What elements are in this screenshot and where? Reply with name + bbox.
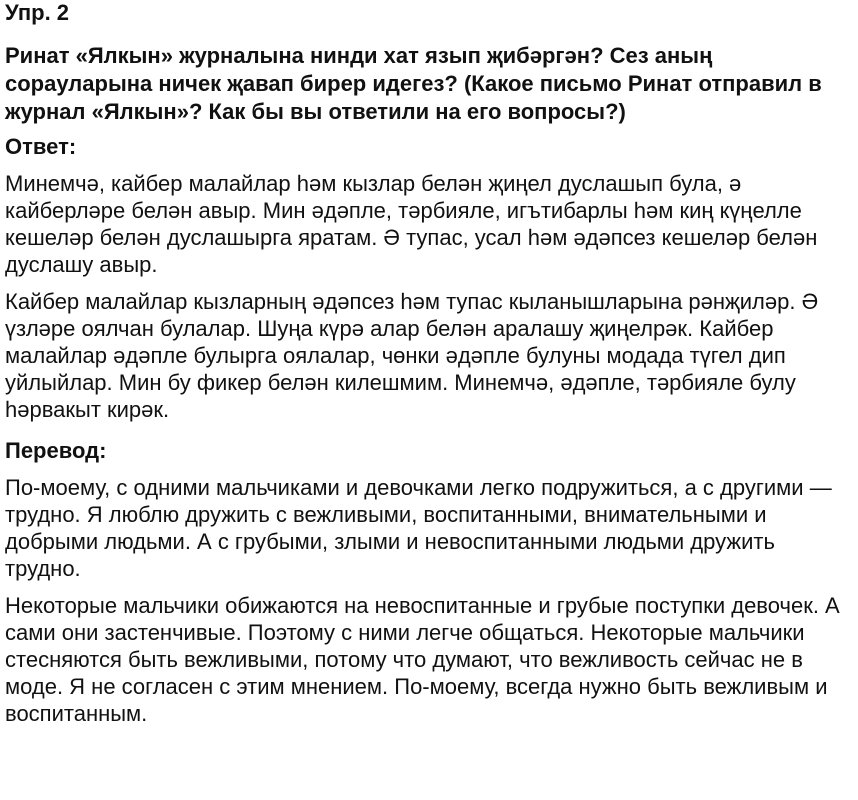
translation-heading: Перевод: — [5, 438, 107, 463]
translation-paragraph-2: Некоторые мальчики обижаются на невоспитанные и грубые поступки девочек. А сами они застенчивые. Поэтому с ними легче общаться. Некоторые мальчики стесняются быть вежливыми, потому что думают, что вежливость сейчас не в моде. Я не согласен с этим мнением. По-моему, всегда нужно быть вежливым и воспитанным. — [5, 593, 840, 726]
exercise-title: Упр. 2 — [5, 0, 70, 25]
answer-heading: Ответ: — [5, 134, 77, 159]
translation-paragraph-1: По-моему, с одними мальчиками и девочками легко подружиться, а с другими — трудно. Я люблю дружить с вежливыми, воспитанными, внимательными и добрыми людьми. А с грубыми, злыми и невоспитанными людьми дружить трудно. — [5, 475, 832, 581]
answer-paragraph-1: Минемчә, кайбер малайлар һәм кызлар белән җиңел дуслашып була, ә кайберләре белән авыр. Мин әдәпле, тәрбияле, игътибарлы һәм киң күңелле кешеләр белән дуслашырга яратам. Ә тупас, усал һәм әдәпсез кешеләр белән дуслашу авыр. — [5, 171, 818, 277]
answer-paragraph-2: Кайбер малайлар кызларның әдәпсез һәм тупас кыланышларына рәнҗиләр. Ә үзләре оялчан булалар. Шуңа күрә алар белән аралашу җиңелрәк. Кайбер малайлар әдәпле булырга оялалар, чөнки әдәпле булуны модада түгел дип уйлыйлар. Мин бу фикер белән килешмим. Минемчә, әдәпле, тәрбияле булу һәрвакыт кирәк. — [5, 289, 819, 422]
question-text: Ринат «Ялкын» журналына нинди хат язып җибәргән? Сез аның сорауларына ничек җавап бирер идегез? (Какое письмо Ринат отправил в журнал «Ялкын»? Как бы вы ответили на его вопросы?) — [5, 43, 822, 124]
